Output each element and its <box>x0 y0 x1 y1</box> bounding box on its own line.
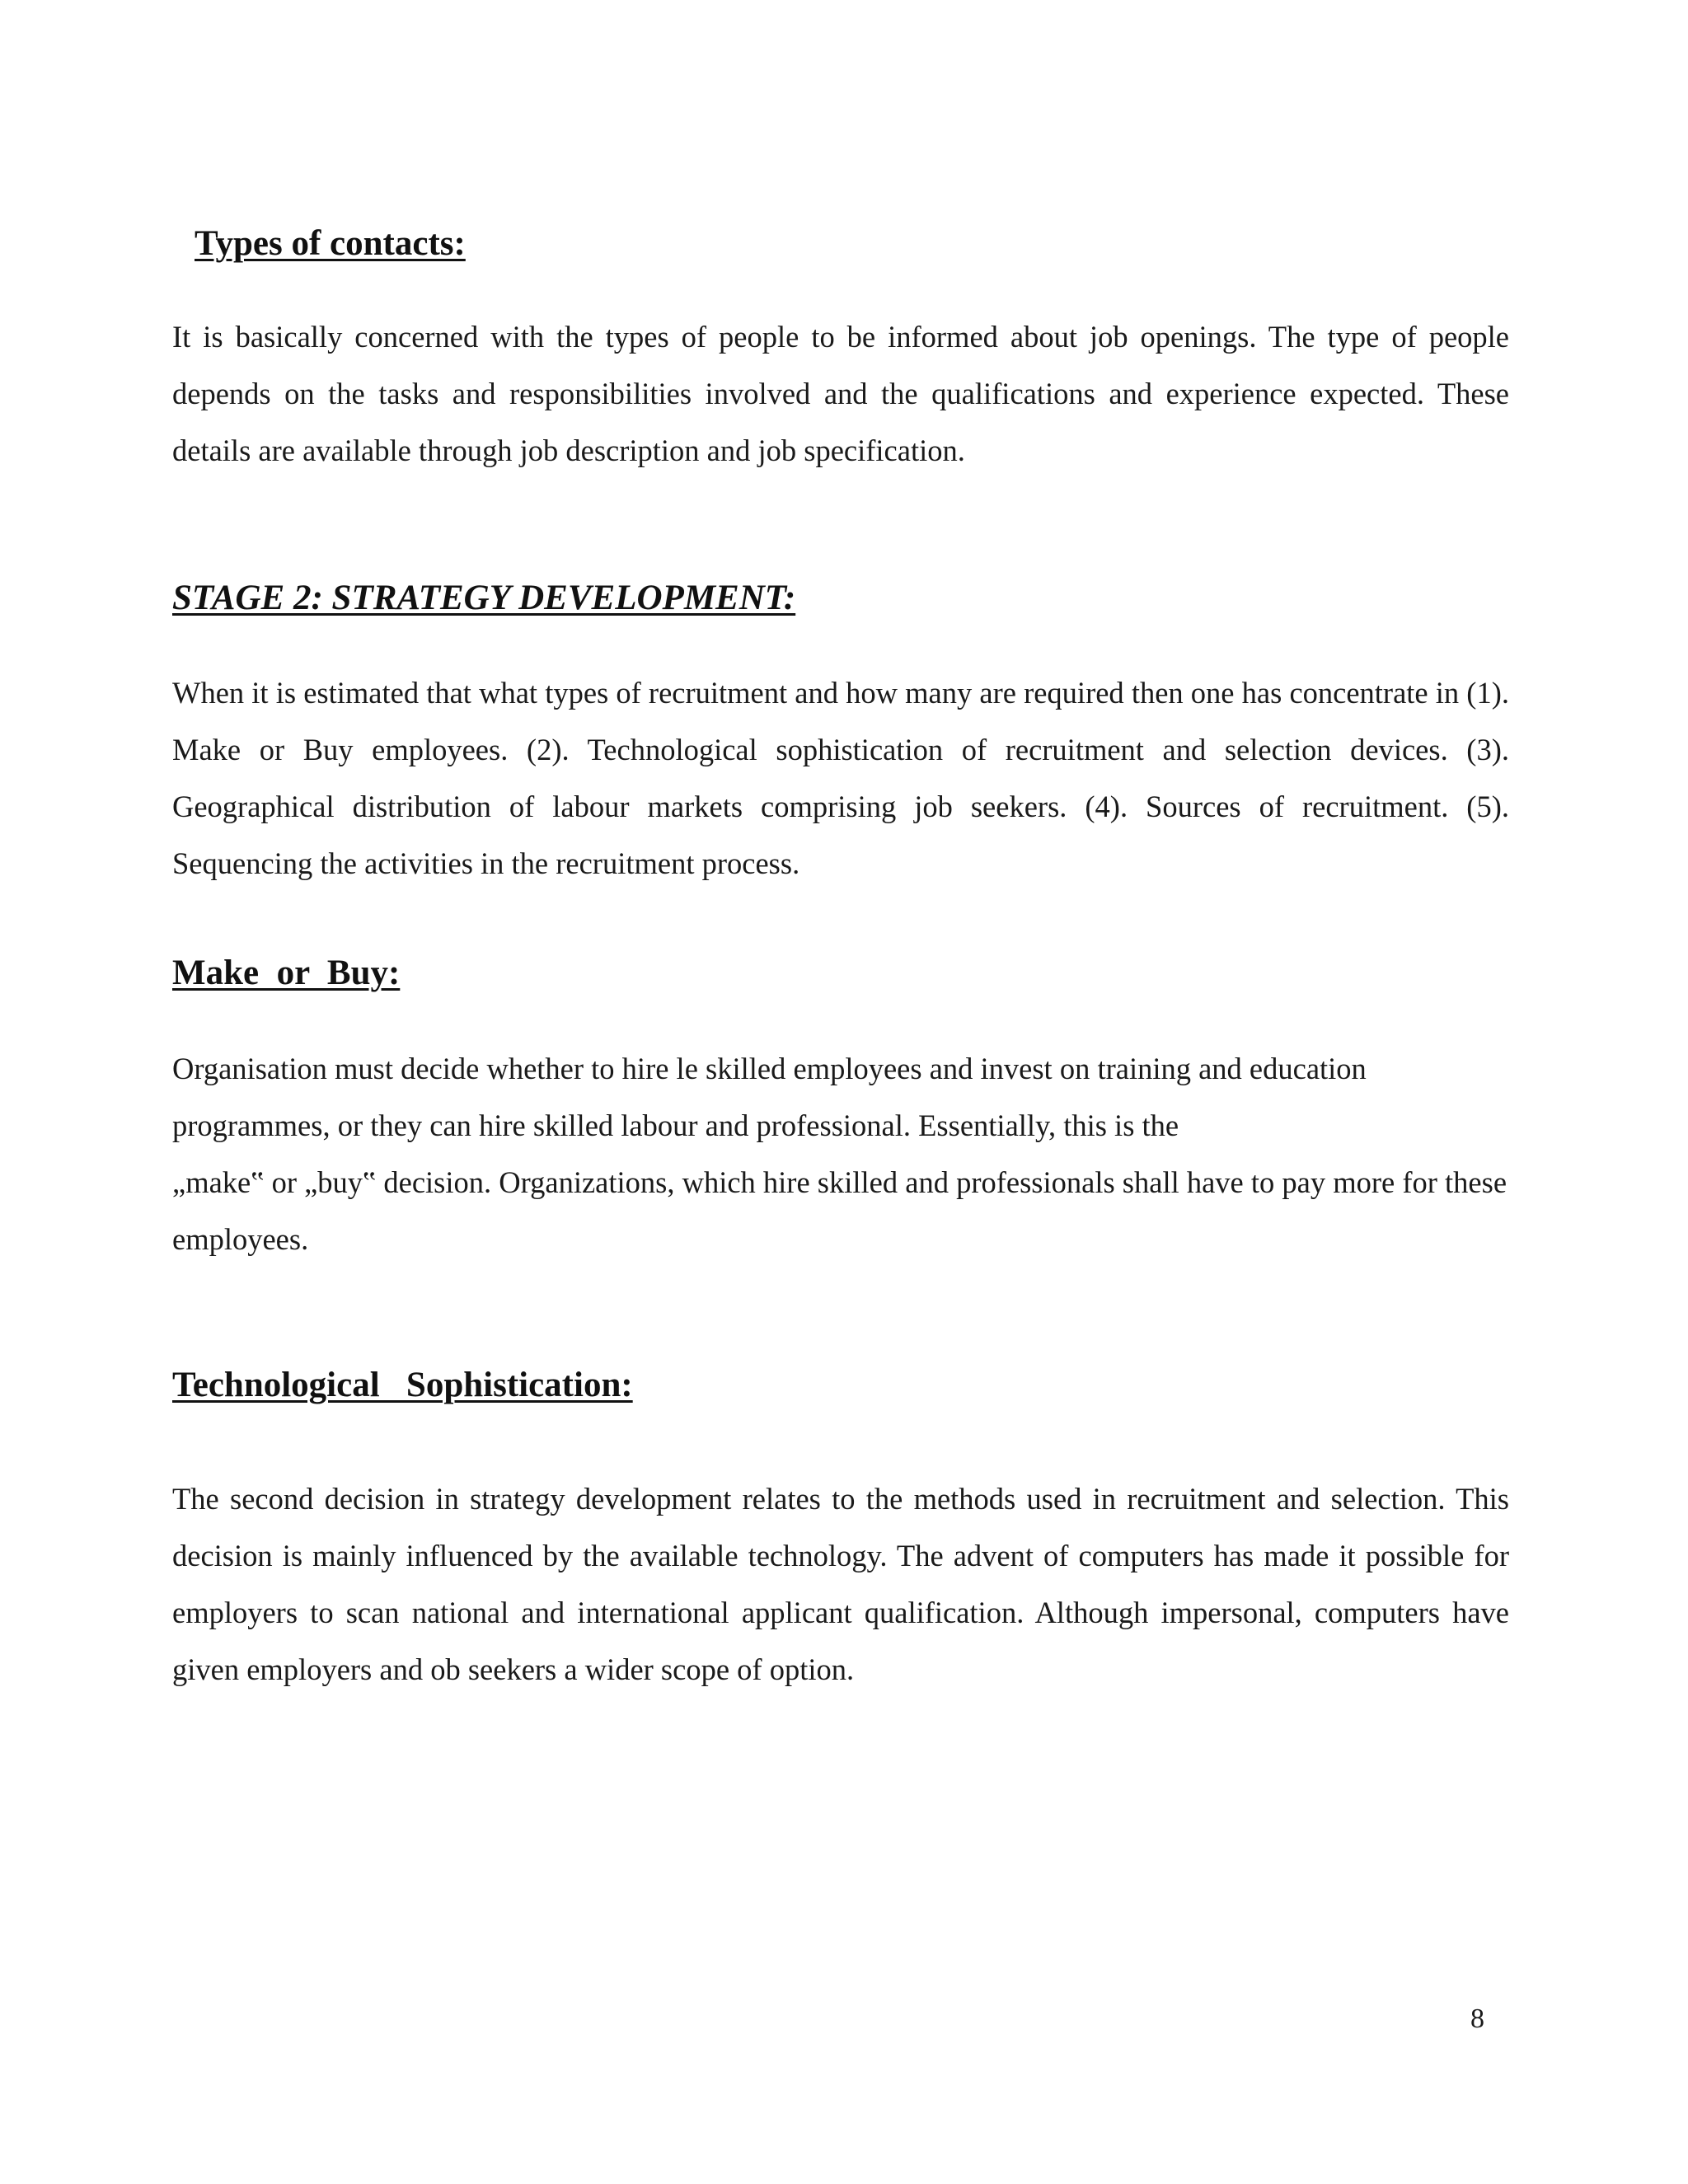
heading-technological-sophistication: Technological Sophistication: <box>172 1366 633 1404</box>
heading-stage-2-strategy-development: STAGE 2: STRATEGY DEVELOPMENT: <box>172 579 796 617</box>
paragraph-stage-2: When it is estimated that what types of recruitment and how many are required then one has concentrate in (1). Make or Buy employees. (2). Technological sophistication of recruitment and selection devices. (3). Geographical distribution of labour markets comprising job seekers. (4). Sources of recruitment. (5). Sequencing the activities in the recruitment process. <box>172 676 1509 880</box>
paragraph-make-or-buy <box>172 1040 1509 1268</box>
paragraph-types-of-contacts: It is basically concerned with the types of people to be informed about job openings. The type of people depends on the tasks and responsibilities involved and the qualifications and experience expected. These details are available through job description and job specification. <box>172 320 1509 467</box>
page-number: 8 <box>1470 2004 1484 2034</box>
paragraph-make-or-buy-part2: „make‟ or „buy‟ decision. Organizations, which hire skilled and professionals shall have to pay more for these employees. <box>172 1165 1507 1256</box>
paragraph-technological-sophistication: The second decision in strategy development relates to the methods used in recruitment and selection. This decision is mainly influenced by the available technology. The advent of computers has made it possible for employers to scan national and international applicant qualification. Although impersonal, computers have given employers and ob seekers a wider scope of option. <box>172 1482 1509 1686</box>
heading-make-or-buy: Make or Buy: <box>172 954 401 992</box>
paragraph-make-or-buy-part1: Organisation must decide whether to hire le skilled employees and invest on training and education programmes, or they can hire skilled labour and professional. Essentially, this is the <box>172 1052 1367 1142</box>
heading-types-of-contacts: Types of contacts: <box>195 224 466 263</box>
